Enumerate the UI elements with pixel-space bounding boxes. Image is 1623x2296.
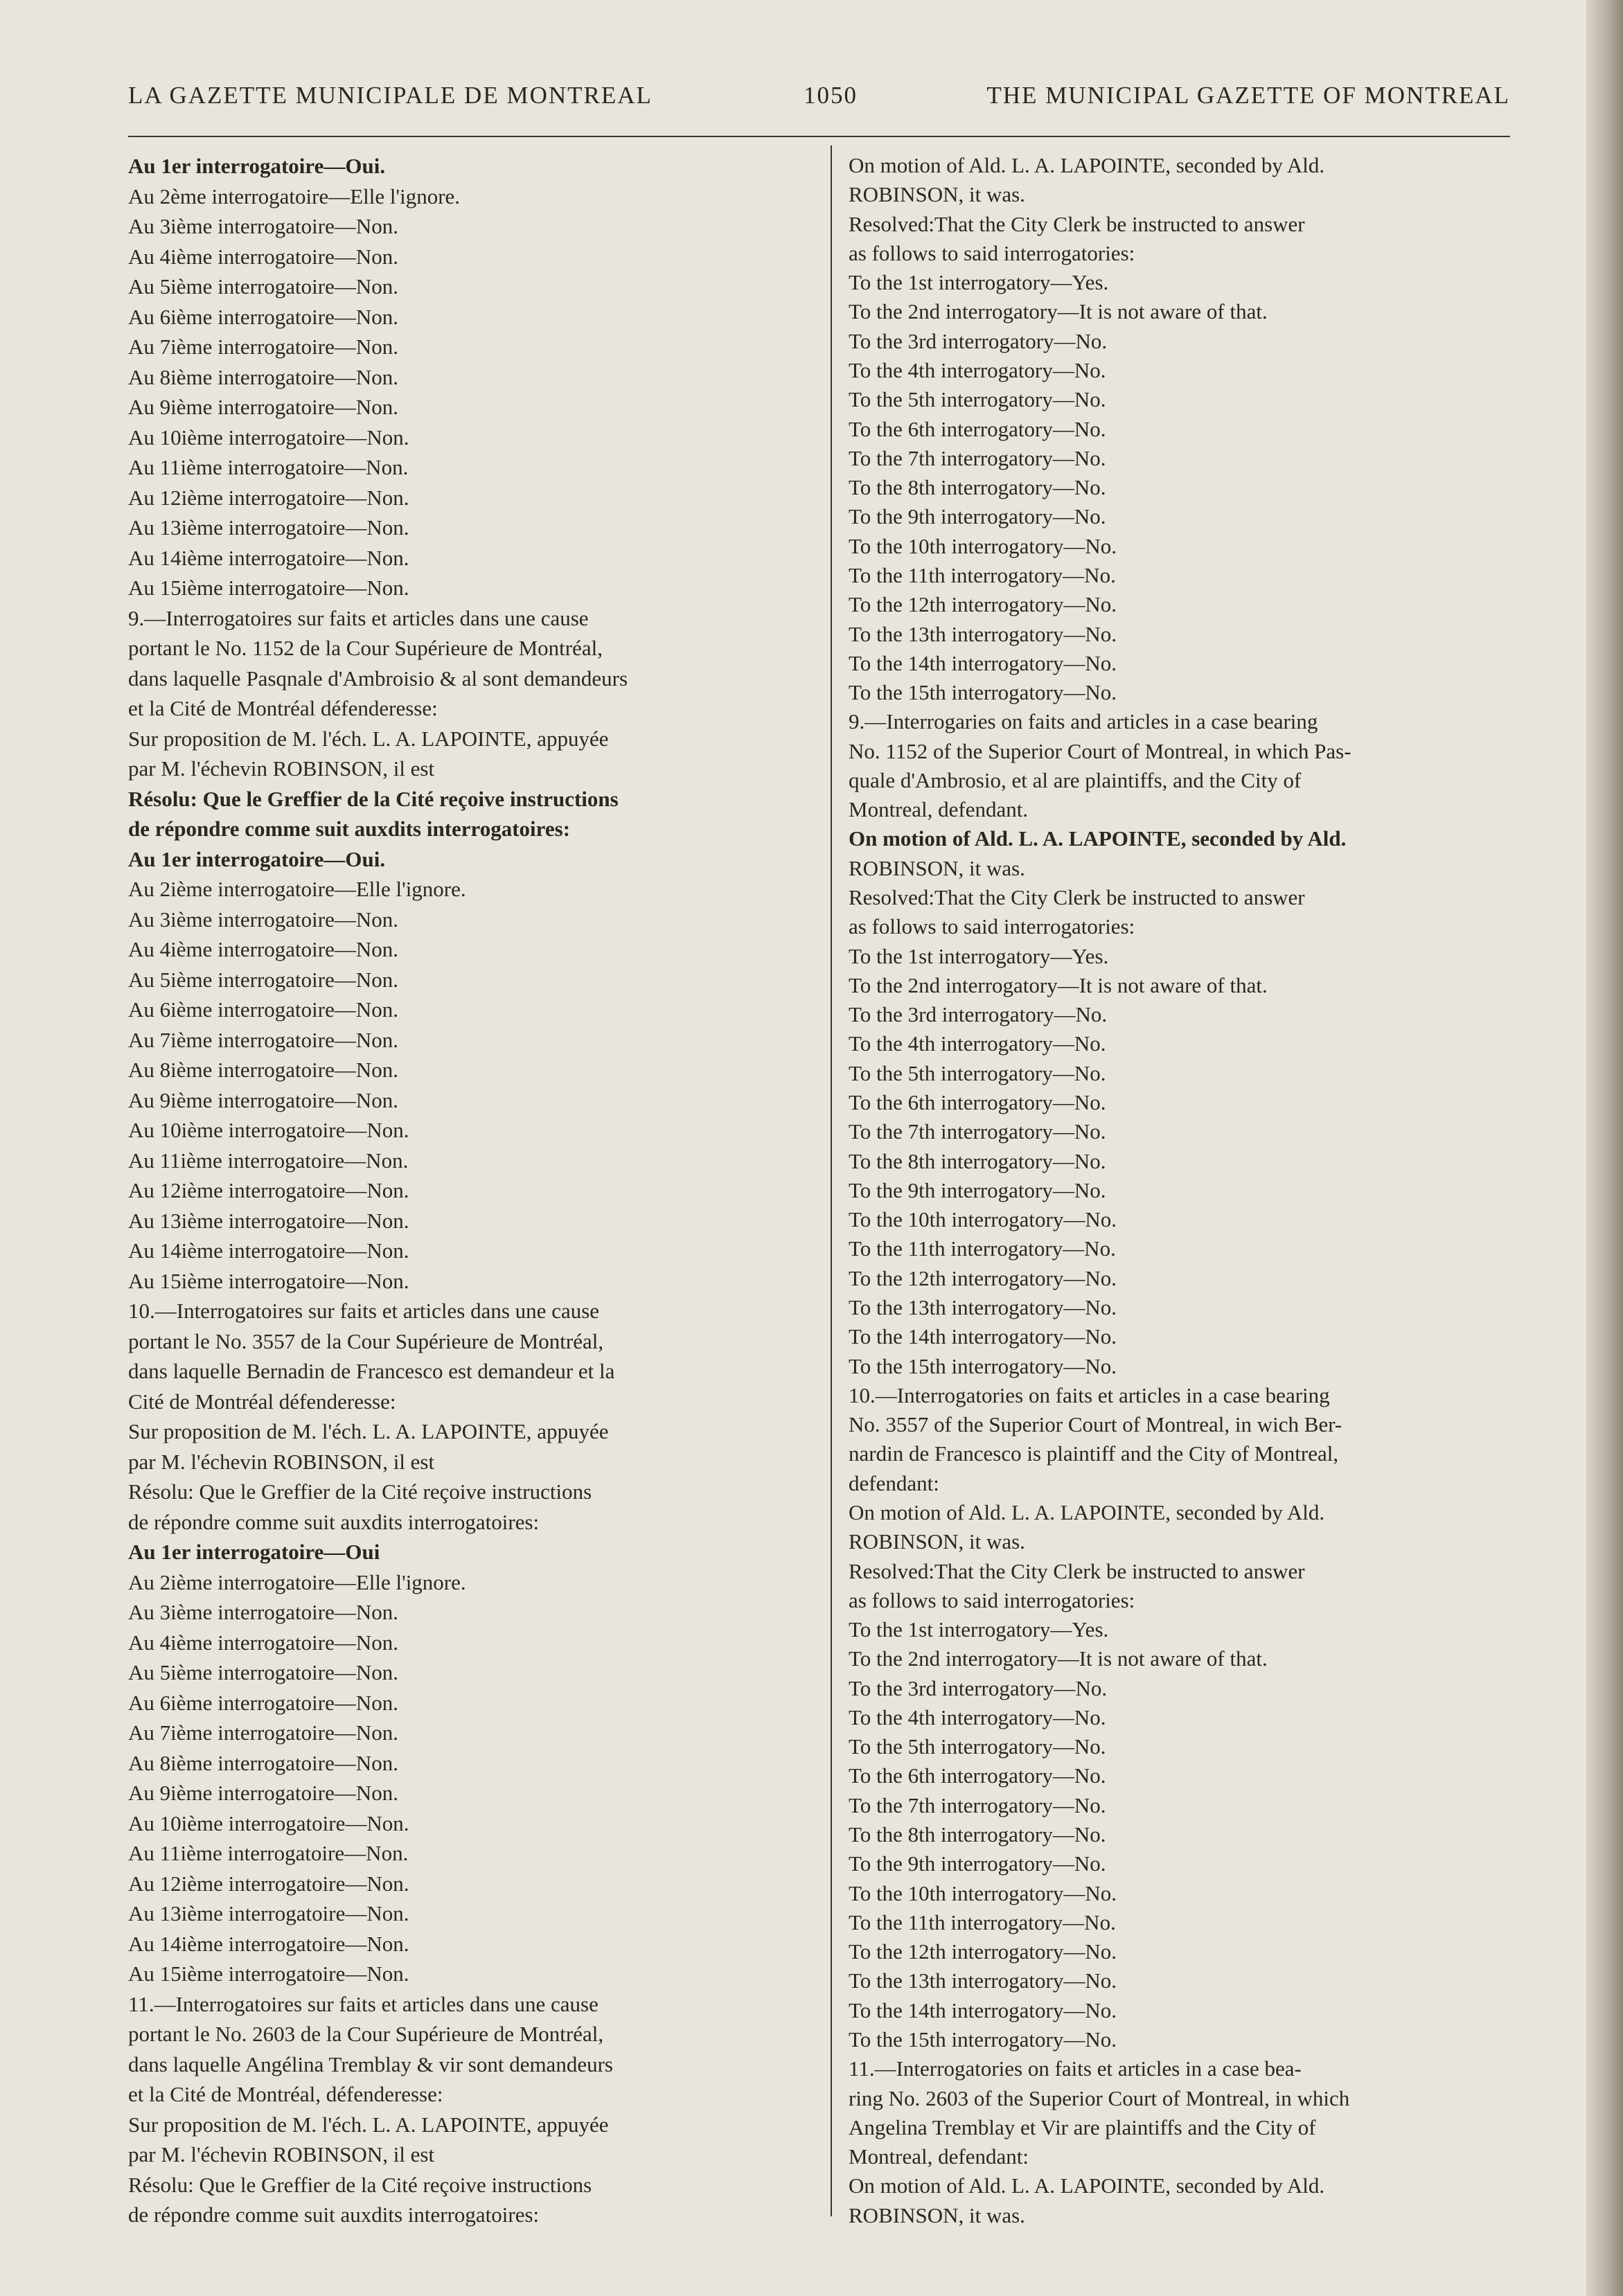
- french-text-line: Cité de Montréal défenderesse:: [128, 1389, 396, 1414]
- english-text-line: To the 1st interrogatory—Yes.: [849, 943, 1109, 968]
- french-text-line: Au 13ième interrogatoire—Non.: [128, 1901, 409, 1925]
- french-text-line: Au 10ième interrogatoire—Non.: [128, 1810, 409, 1835]
- english-text-line: To the 6th interrogatory—No.: [849, 416, 1106, 441]
- english-text-line: 10.—Interrogatories on faits et articles in a case bearing: [849, 1382, 1330, 1407]
- french-text-line: 10.—Interrogatoires sur faits et articles dans une cause: [128, 1299, 600, 1323]
- english-column: [849, 151, 1548, 2230]
- english-text-line: To the 1st interrogatory—Yes.: [849, 1617, 1109, 1642]
- french-text-line: Au 1er interrogatoire—Oui.: [128, 154, 386, 178]
- french-text-line: Au 3ième interrogatoire—Non.: [128, 907, 398, 932]
- french-text-line: Au 15ième interrogatoire—Non.: [128, 576, 409, 600]
- french-text-line: Au 11ième interrogatoire—Non.: [128, 1148, 409, 1173]
- english-text-line: To the 15th interrogatory—No.: [849, 680, 1117, 705]
- english-text-line: Resolved:That the City Clerk be instructed to answer: [849, 885, 1305, 910]
- english-text-line: To the 9th interrogatory—No.: [849, 1851, 1106, 1876]
- french-text-line: Au 8ième interrogatoire—Non.: [128, 364, 398, 389]
- english-text-line: To the 8th interrogatory—No.: [849, 1148, 1106, 1173]
- french-text-line: Au 15ième interrogatoire—Non.: [128, 1268, 409, 1293]
- page-spine: [1586, 0, 1623, 2296]
- french-text-line: portant le No. 3557 de la Cour Supérieure de Montréal,: [128, 1328, 604, 1353]
- english-text-line: On motion of Ald. L. A. LAPOINTE, seconded by Ald.: [849, 153, 1325, 177]
- english-text-line: To the 4th interrogatory—No.: [849, 1031, 1106, 1056]
- english-text-line: To the 14th interrogatory—No.: [849, 650, 1117, 675]
- english-text-line: To the 3rd interrogatory—No.: [849, 328, 1108, 353]
- french-text-line: portant le No. 2603 de la Cour Supérieure de Montréal,: [128, 2022, 604, 2046]
- english-text-line: To the 15th interrogatory—No.: [849, 2027, 1117, 2052]
- french-text-line: et la Cité de Montréal, défenderesse:: [128, 2082, 443, 2106]
- french-text-line: de répondre comme suit auxdits interrogatoires:: [128, 817, 571, 841]
- english-text-line: ROBINSON, it was.: [849, 855, 1025, 880]
- french-text-line: Au 1er interrogatoire—Oui.: [128, 846, 386, 871]
- english-text-line: ROBINSON, it was.: [849, 2202, 1025, 2227]
- french-text-line: Au 8ième interrogatoire—Non.: [128, 1750, 398, 1775]
- french-text-line: Au 14ième interrogatoire—Non.: [128, 545, 409, 570]
- english-text-line: To the 1st interrogatory—Yes.: [849, 270, 1109, 295]
- english-text-line: To the 2nd interrogatory—It is not aware of that.: [849, 1646, 1268, 1671]
- french-text-line: Au 6ième interrogatoire—Non.: [128, 997, 398, 1022]
- french-text-line: Au 6ième interrogatoire—Non.: [128, 304, 398, 329]
- english-text-line: To the 10th interrogatory—No.: [849, 533, 1117, 558]
- english-text-line: To the 12th interrogatory—No.: [849, 592, 1117, 617]
- english-text-line: To the 8th interrogatory—No.: [849, 1822, 1106, 1847]
- english-text-line: No. 1152 of the Superior Court of Montreal, in which Pas-: [849, 738, 1351, 763]
- french-text-line: Au 9ième interrogatoire—Non.: [128, 1781, 398, 1805]
- french-text-line: Au 4ième interrogatoire—Non.: [128, 1630, 398, 1655]
- english-text-line: defendant:: [849, 1470, 939, 1495]
- english-text-line: Montreal, defendant.: [849, 797, 1029, 822]
- english-text-line: To the 10th interrogatory—No.: [849, 1207, 1117, 1232]
- english-text-line: To the 2nd interrogatory—It is not aware of that.: [849, 299, 1268, 324]
- english-text-line: To the 15th interrogatory—No.: [849, 1353, 1117, 1378]
- english-text-line: as follows to said interrogatories:: [849, 1587, 1135, 1612]
- english-text-line: To the 2nd interrogatory—It is not aware of that.: [849, 972, 1268, 997]
- english-text-line: On motion of Ald. L. A. LAPOINTE, seconded by Ald.: [849, 826, 1347, 851]
- french-text-line: par M. l'échevin ROBINSON, il est: [128, 756, 435, 781]
- french-text-line: Au 8ième interrogatoire—Non.: [128, 1058, 398, 1082]
- french-text-line: dans laquelle Angélina Tremblay & vir sont demandeurs: [128, 2052, 613, 2076]
- french-text-line: Au 12ième interrogatoire—Non.: [128, 1871, 409, 1896]
- running-header: [128, 82, 1510, 123]
- french-text-line: Au 6ième interrogatoire—Non.: [128, 1690, 398, 1715]
- french-text-line: Sur proposition de M. l'éch. L. A. LAPOINTE, appuyée: [128, 726, 609, 751]
- french-text-line: Au 11ième interrogatoire—Non.: [128, 455, 409, 479]
- french-text-line: 11.—Interrogatoires sur faits et articles dans une cause: [128, 1991, 598, 2016]
- french-text-line: Au 2ème interrogatoire—Elle l'ignore.: [128, 184, 461, 208]
- french-text-line: dans laquelle Bernadin de Francesco est demandeur et la: [128, 1359, 615, 1383]
- english-text-line: To the 9th interrogatory—No.: [849, 504, 1106, 529]
- french-text-line: Au 11ième interrogatoire—Non.: [128, 1841, 409, 1865]
- english-text-line: 9.—Interrogaries on faits and articles in a case bearing: [849, 709, 1318, 734]
- english-text-line: To the 12th interrogatory—No.: [849, 1265, 1117, 1290]
- french-text-line: Au 1er interrogatoire—Oui: [128, 1540, 380, 1564]
- english-text-line: To the 4th interrogatory—No.: [849, 1705, 1106, 1729]
- english-text-line: To the 5th interrogatory—No.: [849, 387, 1106, 412]
- page-number: 1050: [804, 82, 858, 109]
- french-text-line: Au 9ième interrogatoire—Non.: [128, 395, 398, 419]
- column-divider: [831, 145, 832, 2216]
- french-text-line: Résolu: Que le Greffier de la Cité reçoive instructions: [128, 786, 619, 811]
- english-text-line: To the 7th interrogatory—No.: [849, 1119, 1106, 1144]
- french-text-line: Au 14ième interrogatoire—Non.: [128, 1931, 409, 1956]
- french-text-line: Au 7ième interrogatoire—Non.: [128, 1720, 398, 1745]
- french-text-line: de répondre comme suit auxdits interrogatoires:: [128, 2202, 540, 2227]
- english-text-line: Resolved:That the City Clerk be instructed to answer: [849, 211, 1305, 236]
- french-text-line: 9.—Interrogatoires sur faits et articles dans une cause: [128, 605, 589, 630]
- english-text-line: Angelina Tremblay et Vir are plaintiffs and the City of: [849, 2115, 1316, 2139]
- english-text-line: 11.—Interrogatories on faits et articles in a case bea-: [849, 2056, 1302, 2081]
- french-text-line: Au 9ième interrogatoire—Non.: [128, 1087, 398, 1112]
- english-text-line: Resolved:That the City Clerk be instructed to answer: [849, 1558, 1305, 1583]
- english-text-line: ROBINSON, it was.: [849, 1529, 1025, 1554]
- english-text-line: To the 12th interrogatory—No.: [849, 1939, 1117, 1964]
- english-text-line: To the 7th interrogatory—No.: [849, 1792, 1106, 1817]
- english-text-line: To the 13th interrogatory—No.: [849, 1968, 1117, 1993]
- english-text-line: To the 13th interrogatory—No.: [849, 1294, 1117, 1319]
- english-text-line: To the 11th interrogatory—No.: [849, 1910, 1116, 1934]
- french-text-line: Au 12ième interrogatoire—Non.: [128, 1178, 409, 1202]
- french-text-line: dans laquelle Pasqnale d'Ambroisio & al sont demandeurs: [128, 666, 628, 691]
- french-text-line: par M. l'échevin ROBINSON, il est: [128, 2142, 435, 2166]
- english-text-line: To the 5th interrogatory—No.: [849, 1734, 1106, 1759]
- french-column: [128, 151, 807, 2230]
- french-text-line: Résolu: Que le Greffier de la Cité reçoive instructions: [128, 2172, 592, 2197]
- english-text-line: To the 4th interrogatory—No.: [849, 357, 1106, 382]
- english-text-line: To the 3rd interrogatory—No.: [849, 1002, 1108, 1027]
- english-text-line: nardin de Francesco is plaintiff and the City of Montreal,: [849, 1441, 1339, 1466]
- header-left-title: LA GAZETTE MUNICIPALE DE MONTREAL: [128, 82, 653, 109]
- french-text-line: Au 13ième interrogatoire—Non.: [128, 515, 409, 540]
- english-text-line: To the 14th interrogatory—No.: [849, 1997, 1117, 2022]
- french-text-line: Sur proposition de M. l'éch. L. A. LAPOINTE, appuyée: [128, 2112, 609, 2137]
- french-text-line: Au 14ième interrogatoire—Non.: [128, 1238, 409, 1263]
- english-text-line: To the 6th interrogatory—No.: [849, 1090, 1106, 1114]
- french-text-line: Au 13ième interrogatoire—Non.: [128, 1208, 409, 1233]
- english-text-line: On motion of Ald. L. A. LAPOINTE, seconded by Ald.: [849, 2173, 1325, 2198]
- french-text-line: Au 2ième interrogatoire—Elle l'ignore.: [128, 877, 466, 901]
- french-text-line: Au 3ième interrogatoire—Non.: [128, 214, 398, 238]
- french-text-line: par M. l'échevin ROBINSON, il est: [128, 1449, 435, 1474]
- french-text-line: Au 3ième interrogatoire—Non.: [128, 1600, 398, 1624]
- english-text-line: To the 7th interrogatory—No.: [849, 445, 1106, 470]
- french-text-line: Au 2ième interrogatoire—Elle l'ignore.: [128, 1569, 466, 1594]
- french-text-line: Résolu: Que le Greffier de la Cité reçoive instructions: [128, 1479, 592, 1504]
- english-text-line: To the 5th interrogatory—No.: [849, 1060, 1106, 1085]
- english-text-line: ROBINSON, it was.: [849, 182, 1025, 207]
- french-text-line: Au 4ième interrogatoire—Non.: [128, 937, 398, 961]
- english-text-line: Montreal, defendant:: [849, 2144, 1029, 2169]
- english-text-line: quale d'Ambrosio, et al are plaintiffs, and the City of: [849, 767, 1302, 792]
- french-text-line: Au 15ième interrogatoire—Non.: [128, 1961, 409, 1986]
- english-text-line: To the 13th interrogatory—No.: [849, 621, 1117, 646]
- english-text-line: as follows to said interrogatories:: [849, 240, 1135, 265]
- english-text-line: To the 6th interrogatory—No.: [849, 1763, 1106, 1788]
- french-text-line: Au 7ième interrogatoire—Non.: [128, 1027, 398, 1052]
- english-text-line: To the 8th interrogatory—No.: [849, 475, 1106, 500]
- english-text-line: To the 9th interrogatory—No.: [849, 1177, 1106, 1202]
- english-text-line: To the 11th interrogatory—No.: [849, 1236, 1116, 1261]
- english-text-line: To the 10th interrogatory—No.: [849, 1880, 1117, 1905]
- french-text-line: portant le No. 1152 de la Cour Supérieure de Montréal,: [128, 636, 603, 660]
- french-text-line: et la Cité de Montréal défenderesse:: [128, 696, 438, 720]
- french-text-line: Au 4ième interrogatoire—Non.: [128, 244, 398, 269]
- french-text-line: Au 10ième interrogatoire—Non.: [128, 425, 409, 450]
- header-right-title: THE MUNICIPAL GAZETTE OF MONTREAL: [986, 82, 1510, 109]
- english-text-line: ring No. 2603 of the Superior Court of Montreal, in which: [849, 2085, 1350, 2110]
- french-text-line: Au 5ième interrogatoire—Non.: [128, 1660, 398, 1684]
- english-text-line: To the 14th interrogatory—No.: [849, 1324, 1117, 1349]
- french-text-line: de répondre comme suit auxdits interrogatoires:: [128, 1509, 540, 1534]
- english-text-line: To the 11th interrogatory—No.: [849, 562, 1116, 587]
- english-text-line: No. 3557 of the Superior Court of Montreal, in wich Ber-: [849, 1412, 1342, 1437]
- french-text-line: Au 10ième interrogatoire—Non.: [128, 1118, 409, 1142]
- french-text-line: Au 5ième interrogatoire—Non.: [128, 967, 398, 992]
- english-text-line: To the 3rd interrogatory—No.: [849, 1675, 1108, 1700]
- french-text-line: Au 12ième interrogatoire—Non.: [128, 485, 409, 510]
- english-text-line: as follows to said interrogatories:: [849, 914, 1135, 939]
- french-text-line: Au 5ième interrogatoire—Non.: [128, 274, 398, 299]
- french-text-line: Au 7ième interrogatoire—Non.: [128, 335, 398, 359]
- english-text-line: On motion of Ald. L. A. LAPOINTE, seconded by Ald.: [849, 1499, 1325, 1524]
- header-rule: [128, 136, 1510, 137]
- french-text-line: Sur proposition de M. l'éch. L. A. LAPOINTE, appuyée: [128, 1419, 609, 1443]
